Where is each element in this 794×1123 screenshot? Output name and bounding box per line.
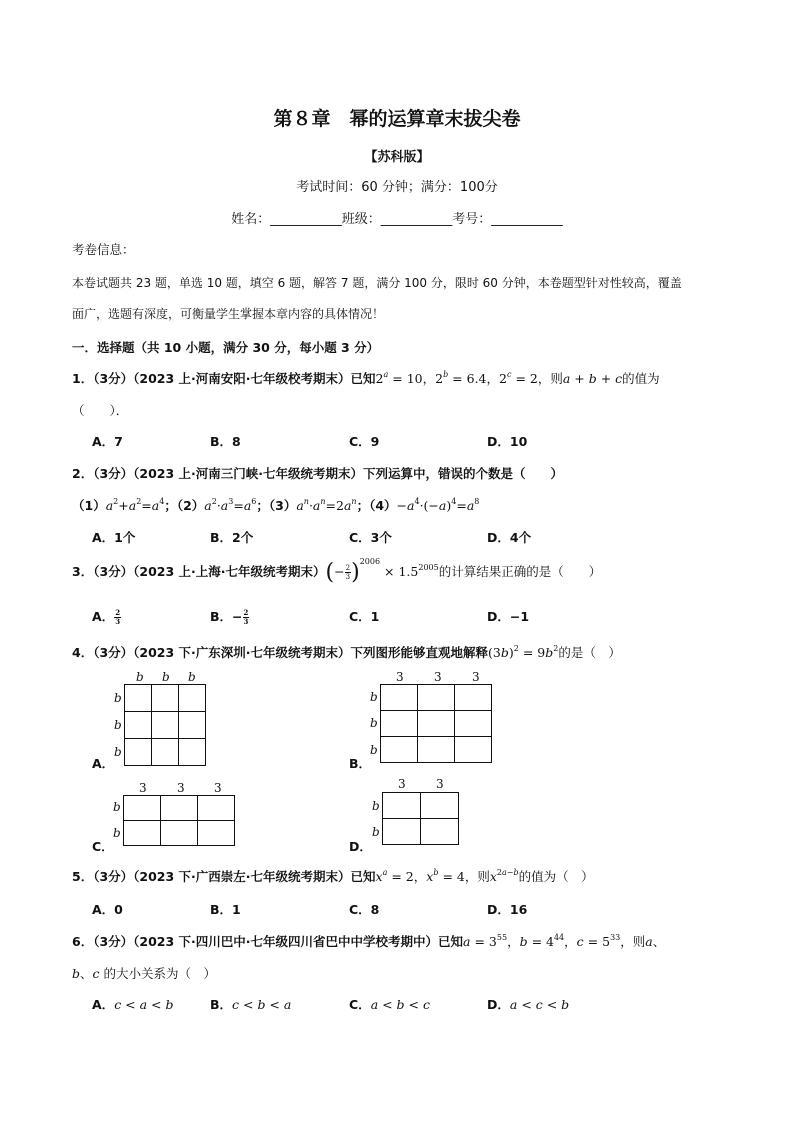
question-5 [72,867,594,885]
q4d-top-label-1: 3 [398,777,406,791]
q1-sep-1: ， [422,371,436,386]
q6-sep-2: ， [564,934,577,949]
q4b-grid [380,684,492,763]
q2-option-d[interactable]: D．4个 [487,530,532,545]
q5-sep-2: ，则 [464,869,490,884]
q6-line-2: b、c 的大小关系为（ ） [72,966,217,981]
q5-sep-1: ， [413,869,427,884]
q4c-grid [123,795,235,846]
q6-prefix: 6．（3分）（2023 下·四川巴中·七年级四川省巴中中学校考期中）已知 [72,934,464,949]
info-line-1: 本卷试题共 23 题，单选 10 题，填空 6 题，解答 7 题，满分 100 分，限时 60 分钟，本卷题型针对性较高，覆盖 [72,276,682,290]
q5-expr-2: $x^b = 4$ [426,868,465,884]
q1-option-b[interactable]: B．8 [210,434,241,449]
q4-option-d[interactable]: D． [349,839,372,854]
q6-expr-1: $a = 3^{55}$ [463,933,508,949]
q5-option-c[interactable]: C．8 [349,902,380,917]
q1-sep-2: ， [486,371,500,386]
q1-option-a[interactable]: A．7 [92,434,123,449]
q4a-top-label-1: b [136,670,144,684]
q2-item-1-label: （1） [72,498,106,513]
q5-option-b[interactable]: B．1 [210,902,241,917]
question-3 [72,557,602,585]
q6-sep-4: 、 [652,934,666,949]
q6-line-2-tail: 的大小关系为（ ） [103,966,217,981]
q4c-top-label-3: 3 [214,781,222,795]
q1-expr-4: a + b + c [562,371,623,386]
q3-frac-den: 3 [345,573,351,581]
q2-items [72,496,479,514]
q4-option-c[interactable]: C． [92,839,114,854]
q4a-top-label-2: b [162,670,170,684]
q3-tail: 的计算结果正确的是（ ） [438,564,602,579]
q4d-top-label-2: 3 [436,777,444,791]
q6-expr-3: $c = 5^{33}$ [576,933,621,949]
q4d-grid [382,792,459,845]
info-line-2: 面广，选题有深度，可衡量学生掌握本章内容的具体情况！ [72,307,385,321]
q4a-side-label-3: b [114,745,122,759]
q2-item-1-expr: $a^2+a^2=a^4$ [105,497,165,513]
name-class-id-line: 姓名：___________班级：___________考号：___________ [231,212,563,227]
q4d-side-label-2: b [372,825,380,839]
q4-option-b[interactable]: B． [349,756,372,771]
q3-base-2: 1.5 [398,564,419,579]
q1-prefix: 1．（3分）（2023 上·河南安阳·七年级校考期末）已知 [72,371,376,386]
q3-option-b[interactable]: B．− $\frac{2}{3}$ [210,608,249,626]
q5-option-a[interactable]: A．0 [92,902,123,917]
q5-expr-3: $x^{2a-b}$ [489,868,519,884]
q2-item-2-expr: $a^2\cdot a^3=a^6$ [204,497,257,513]
q4b-side-label-3: b [370,743,378,757]
q3-expr: (− $\frac{2}{3})^{2006} \times 1.5^{2005}$ [325,557,439,585]
q1-expr-3: $2^c = 2$ [499,370,538,386]
q1-tail: 的值为 [622,371,660,386]
q3-option-c[interactable]: C．1 [349,609,380,624]
q2-option-a[interactable]: A．1个 [92,530,136,545]
edition-label: 【苏科版】 [364,150,430,165]
page-title: 第８章 幂的运算章末拔尖卷 [273,108,521,130]
q2-item-2-label: ；（2） [164,498,205,513]
question-4 [72,643,621,661]
q1-sep-3: ，则 [537,371,563,386]
q6-sep-1: ， [507,934,520,949]
q2-item-4-expr: $-a^4\cdot(-a)^4=a^8$ [396,497,480,513]
q5-tail: 的值为（ ） [518,869,594,884]
info-heading: 考卷信息： [72,242,135,257]
q2-option-b[interactable]: B．2个 [210,530,254,545]
q2-option-c[interactable]: C．3个 [349,530,392,545]
q3-exponent: 2006 [359,557,381,566]
q4a-side-label-1: b [114,691,122,705]
q4c-side-label-1: b [113,800,121,814]
q4c-side-label-2: b [113,826,121,840]
q1-option-d[interactable]: D．10 [487,434,528,449]
q2-item-3-expr: $a^n\cdot a^n=2a^n$ [296,497,357,513]
section-heading: 一．选择题（共 10 小题，满分 30 分，每小题 3 分） [72,340,380,355]
q3-prefix: 3．（3分）（2023 上·上海·七年级统考期末） [72,564,326,579]
q6-expr-2: $b = 4^{44}$ [519,933,565,949]
question-1 [72,369,660,387]
q4-option-a[interactable]: A． [92,756,115,771]
q4c-top-label-2: 3 [177,781,185,795]
q4d-side-label-1: b [372,799,380,813]
exam-time: 考试时间：60 分钟；满分：100分 [296,180,498,195]
question-2: 2．（3分）（2023 上·河南三门峡·七年级统考期末）下列运算中，错误的个数是（ ） [72,466,564,481]
q1-expr-2: $2^b = 6.4$ [435,370,487,386]
q4-expr: $(3b)^2 = 9b^2$ [488,644,559,660]
question-6 [72,932,665,950]
q4b-side-label-2: b [370,716,378,730]
q4a-grid [124,684,206,766]
q6-option-c[interactable]: C．a < b < c [349,997,430,1012]
q6-option-a[interactable]: A．c < a < b [92,997,174,1012]
q2-item-4-label: ；（4） [356,498,397,513]
q4b-top-label-3: 3 [472,670,480,684]
q6-option-b[interactable]: B．c < b < a [210,997,292,1012]
q2-item-3-label: ；（3） [256,498,297,513]
q3-frac-num: 2 [345,564,351,572]
q4-tail: 的是（ ） [558,645,621,660]
q5-prefix: 5．（3分）（2023 下·广西崇左·七年级统考期末）已知 [72,869,376,884]
q4c-top-label-1: 3 [139,781,147,795]
q6-sep-3: ，则 [620,934,646,949]
q4b-top-label-2: 3 [434,670,442,684]
q1-option-c[interactable]: C．9 [349,434,380,449]
q4b-top-label-1: 3 [396,670,404,684]
q4b-side-label-1: b [370,690,378,704]
q5-option-d[interactable]: D．16 [487,902,528,917]
q1-expr-1: $2^a = 10$ [375,370,423,386]
q6-option-d[interactable]: D．a < c < b [487,997,570,1012]
q3-exponent-2: 2005 [418,563,439,572]
q4-prefix: 4．（3分）（2023 下·广东深圳·七年级统考期末）下列图形能够直观地解释 [72,645,489,660]
q4a-top-label-3: b [188,670,196,684]
q3-option-a[interactable]: A． $\frac{2}{3}$ [92,608,121,626]
q1-line-2: （ ）． [72,403,129,418]
q6-a-label: a [645,934,653,949]
q4a-side-label-2: b [114,718,122,732]
q3-option-d[interactable]: D．−1 [487,609,530,624]
q5-expr-1: $x^a = 2$ [375,868,414,884]
